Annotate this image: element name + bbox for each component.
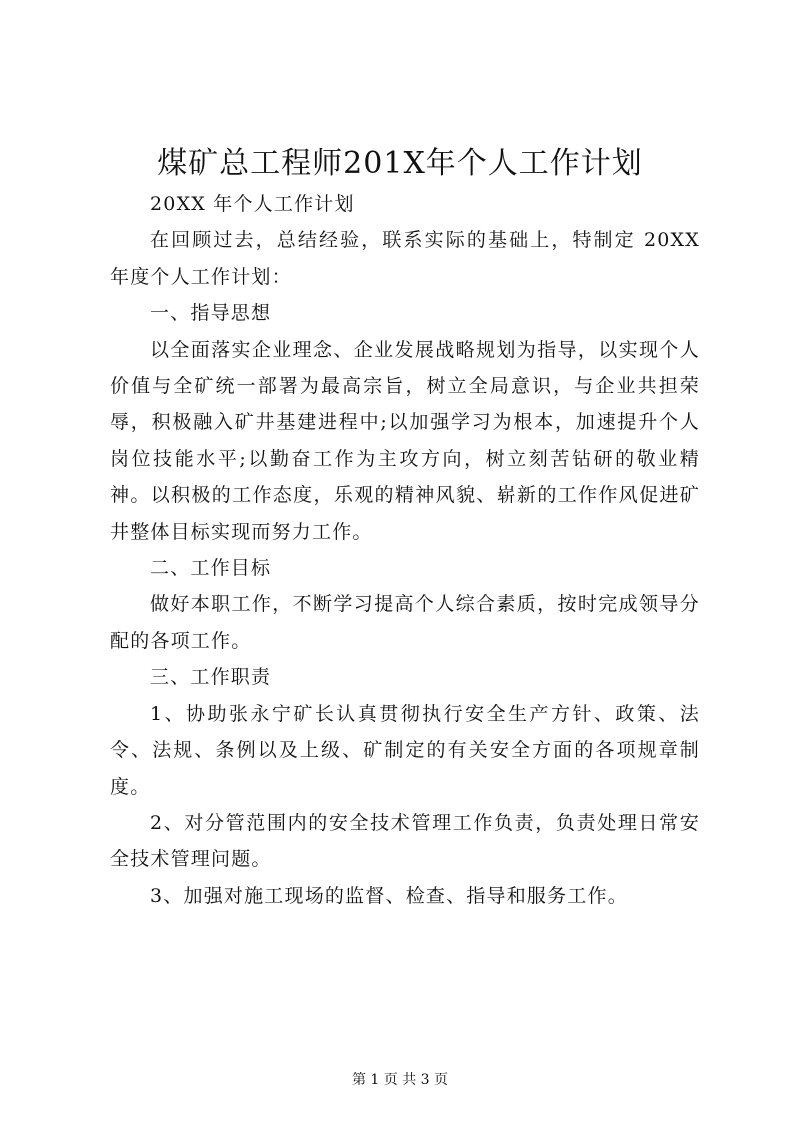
paragraph-duty-2: 2、对分管范围内的安全技术管理工作负责，负责处理日常安全技术管理问题。: [110, 811, 700, 871]
section-heading-duties: 三、工作职责: [150, 666, 272, 689]
page-footer: 第 1 页 共 3 页: [351, 1072, 449, 1088]
paragraph-guiding-thought: 以全面落实企业理念、企业发展战略规划为指导，以实现个人价值与全矿统一部署为最高宗旨，树立全局意识，与企业共担荣辱，积极融入矿井基建进程中;以加强学习为根本，加速提升个人岗位技能水平;以勤奋工作为主攻方向，树立刻苦钻研的敬业精神。以积极的工作态度，乐观的精神风貌、崭新的工作作风促进矿井整体目标实现而努力工作。: [110, 338, 700, 543]
section-heading-guiding-thought: 一、指导思想: [150, 302, 272, 325]
paragraph-work-goal: 做好本职工作，不断学习提高个人综合素质，按时完成领导分配的各项工作。: [110, 593, 700, 652]
paragraph-intro: 在回顾过去，总结经验，联系实际的基础上，特制定 20XX 年度个人工作计划：: [110, 229, 700, 288]
paragraph-plan-heading: 20XX 年个人工作计划: [150, 193, 355, 215]
paragraph-duty-3: 3、加强对施工现场的监督、检查、指导和服务工作。: [150, 884, 628, 907]
section-heading-work-goal: 二、工作目标: [150, 557, 272, 580]
paragraph-duty-1: 1、协助张永宁矿长认真贯彻执行安全生产方针、政策、法令、法规、条例以及上级、矿制定的有关安全方面的各项规章制度。: [110, 702, 700, 798]
document-body: [110, 186, 700, 914]
document-title: 煤矿总工程师201X年个人工作计划: [157, 146, 643, 181]
